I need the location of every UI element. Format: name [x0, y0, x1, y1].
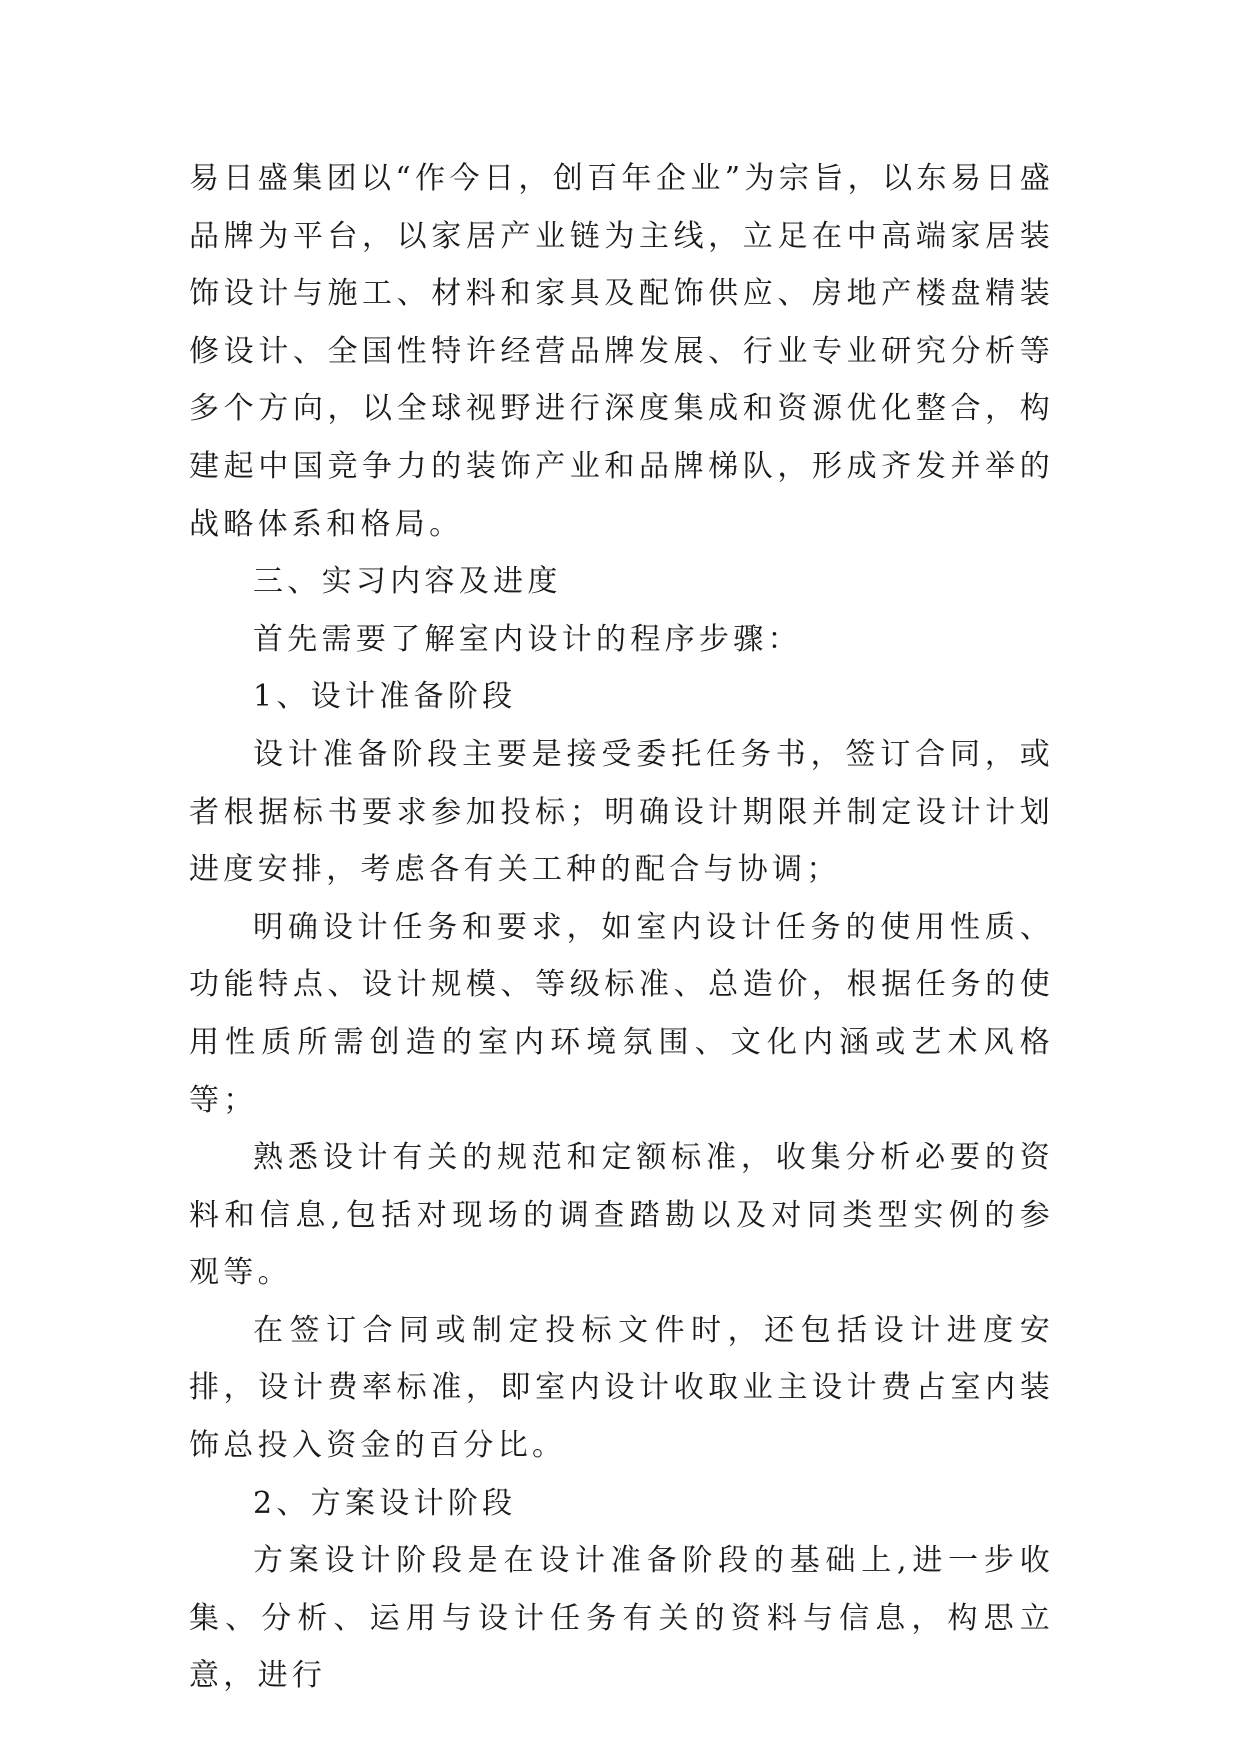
paragraph-procedure-intro: 首先需要了解室内设计的程序步骤： — [253, 621, 802, 657]
paragraph-preparation-requirements: 明确设计任务和要求，如室内设计任务的使用性质、功能特点、设计规模、等级标准、总造价，根据任务的使用性质所需创造的室内环境氛围、文化内涵或艺术风格等； — [189, 909, 1054, 1118]
subheading-scheme-design: 2、方案设计阶段 — [253, 1485, 517, 1521]
paragraph-preparation-standards: 熟悉设计有关的规范和定额标准，收集分析必要的资料和信息,包括对现场的调查踏勘以及对同类型实例的参观等。 — [189, 1140, 1054, 1291]
section-heading-internship-content: 三、实习内容及进度 — [253, 564, 562, 600]
subheading-design-preparation: 1、设计准备阶段 — [253, 679, 517, 715]
paragraph-preparation-contract: 设计准备阶段主要是接受委托任务书，签订合同，或者根据标书要求参加投标；明确设计期限并制定设计计划进度安排，考虑各有关工种的配合与协调； — [189, 736, 1054, 888]
paragraph-preparation-fees: 在签订合同或制定投标文件时，还包括设计进度安排，设计费率标准，即室内设计收取业主设计费占室内装饰总投入资金的百分比。 — [189, 1312, 1054, 1464]
paragraph-scheme-design: 方案设计阶段是在设计准备阶段的基础上,进一步收集、分析、运用与设计任务有关的资料与信息，构思立意，进行 — [189, 1543, 1054, 1694]
document-body — [189, 150, 1054, 1705]
paragraph-company-intro: 易日盛集团以“作今日，创百年企业”为宗旨，以东易日盛品牌为平台，以家居产业链为主线，立足在中高端家居装饰设计与施工、材料和家具及配饰供应、房地产楼盘精装修设计、全国性特许经营品牌发展、行业专业研究分析等多个方向，以全球视野进行深度集成和资源优化整合，构建起中国竞争力的装饰产业和品牌梯队，形成齐发并举的战略体系和格局。 — [189, 161, 1054, 542]
